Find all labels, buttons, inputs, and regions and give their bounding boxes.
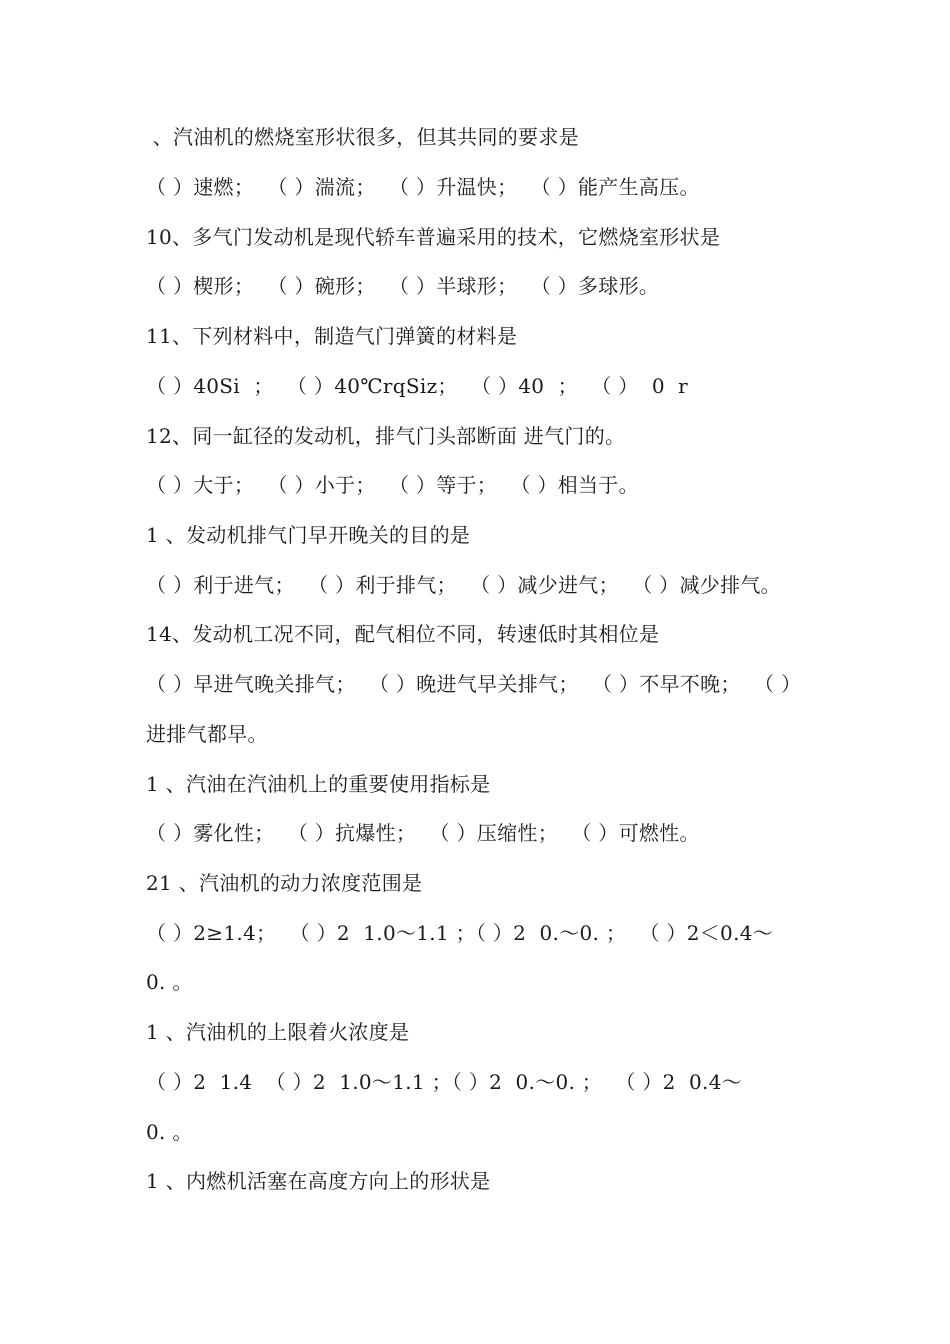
options-line: （ ）雾化性； （ ）抗爆性； （ ）压缩性； （ ）可燃性。	[146, 821, 700, 845]
options-line: （ ）2≥1.4； （ ）2 1.0～1.1 ；（ ）2 0.～0. ； （ ）2＜0.4～	[146, 921, 774, 945]
options-continuation: 0. 。	[146, 970, 193, 994]
question-line: 1 、汽油在汽油机上的重要使用指标是	[146, 772, 491, 796]
options-line: （ ）利于进气； （ ）利于排气； （ ）减少进气； （ ）减少排气。	[146, 573, 781, 597]
options-line: （ ）40Si ； （ ）40℃rqSiz； （ ）40 ； （ ） 0 r	[146, 374, 689, 398]
options-line: （ ）速燃； （ ）湍流； （ ）升温快； （ ）能产生高压。	[146, 175, 700, 199]
options-line: （ ）大于； （ ）小于； （ ）等于； （ ）相当于。	[146, 473, 639, 497]
question-line: 14、发动机工况不同，配气相位不同，转速低时其相位是	[146, 622, 660, 646]
options-line: （ ）2 1.4 （ ）2 1.0～1.1 ；（ ）2 0.～0. ； （ ）2 0.4～	[146, 1070, 743, 1094]
question-line: 12、同一缸径的发动机，排气门头部断面 进气门的。	[146, 424, 626, 448]
question-line: 1 、汽油机的上限着火浓度是	[146, 1020, 410, 1044]
options-line: （ ）早进气晚关排气； （ ）晚进气早关排气； （ ）不早不晚； （ ）	[146, 672, 802, 696]
question-line: 1 、发动机排气门早开晚关的目的是	[146, 523, 471, 547]
options-line: （ ）楔形； （ ）碗形； （ ）半球形； （ ）多球形。	[146, 274, 660, 298]
question-line: 21 、汽油机的动力浓度范围是	[146, 871, 423, 895]
question-line: 11、下列材料中，制造气门弹簧的材料是	[146, 324, 518, 348]
question-line: 10、多气门发动机是现代轿车普遍采用的技术，它燃烧室形状是	[146, 225, 721, 249]
question-line: 、汽油机的燃烧室形状很多，但其共同的要求是	[146, 125, 579, 149]
question-line: 1 、内燃机活塞在高度方向上的形状是	[146, 1169, 491, 1193]
options-continuation: 进排气都早。	[146, 722, 268, 746]
options-continuation: 0. 。	[146, 1120, 193, 1144]
